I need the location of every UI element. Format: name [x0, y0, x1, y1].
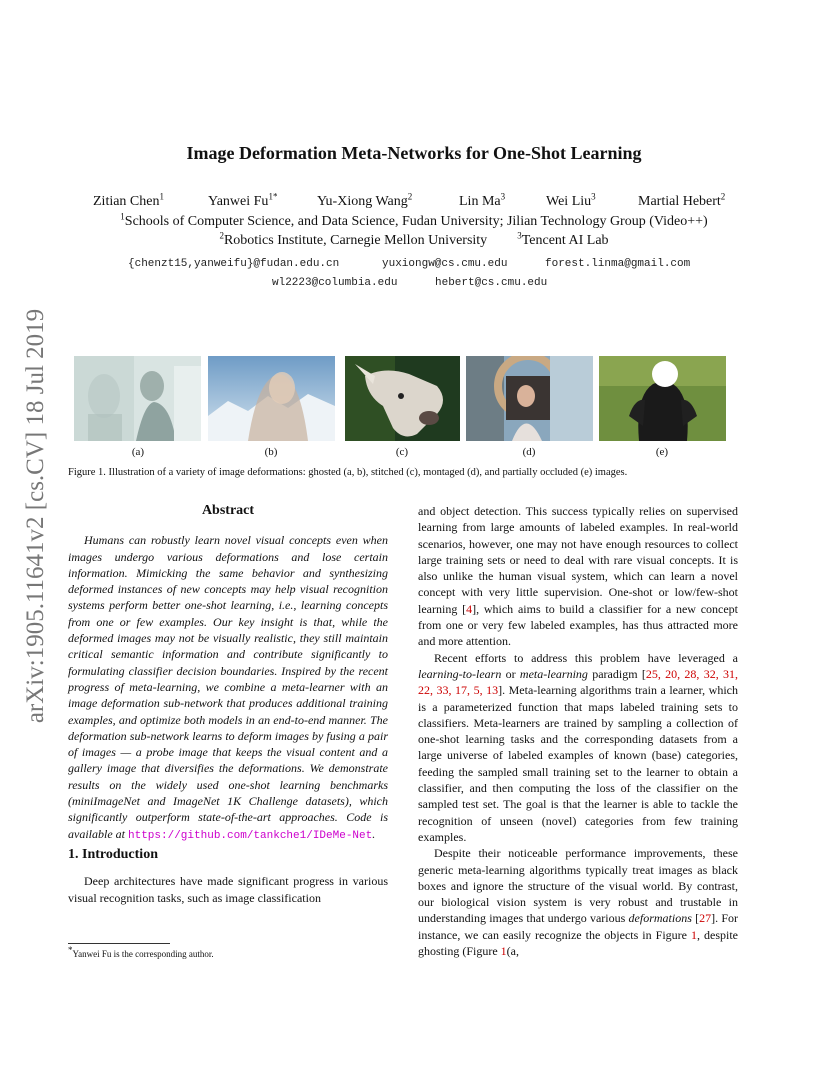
figure-1a-ghosted-image: [74, 356, 201, 441]
citation-link[interactable]: 27: [699, 911, 712, 926]
figure-1e-occluded-image: [599, 356, 726, 441]
author-2: Yanwei $Fu^{1*}$: [208, 191, 278, 209]
right-paragraph-1: and object detection. This success typically relies on supervised learning from large amounts of labeled examples. In real-world scenarios, however, one may not have enough resources to collect large training sets or need to deal with rare visual concepts. It is also unlike the human visual system, which can learn a novel concept with very little supervision. One-shot or low/few-shot learning [4], which aims to build a classifier for a new concept from one or very few labeled examples, has thus attracted more and more attention.: [418, 504, 739, 649]
footnote: *Yanwei Fu is the corresponding author.: [68, 945, 214, 959]
subfigure-label-b: (b): [264, 446, 278, 458]
author-4: Lin Ma$^3$: [459, 191, 506, 209]
subfigure-label-d: (d): [522, 446, 536, 458]
subfigure-label-c: (c): [395, 446, 409, 458]
citation-link[interactable]: 4: [466, 601, 473, 616]
author-3: Yu-Xiong Wang$^2$: [317, 191, 413, 209]
arxiv-identifier: arXiv:1905.11641v2 [cs.CV] 18 Jul 2019: [22, 308, 49, 724]
affiliation-line-2: $^2$Robotics Institute, Carnegie Mellon University $^3$Tencent AI Lab: [219, 230, 609, 248]
citation-links[interactable]: 25, 20, 28, 32, 31, 22, 33, 17, 5, 13: [418, 666, 739, 698]
subfigure-label-e: (e): [655, 446, 669, 458]
intro-paragraph: Deep architectures have made significant progress in various visual recognition tasks, such as image classification: [68, 874, 388, 905]
email-liu[interactable]: wl2223@columbia.edu: [272, 277, 398, 289]
right-paragraph-3: Despite their noticeable performance improvements, these generic meta-learning algorithms typically treat images as black boxes and ignore the structure of the visual world. By contrast, our biological vision system is very robust and trustable in understanding images that undergo various deformations [27]. For instance, we can easily recognize the objects in Figure 1, despite ghosting (Figure 1(a,: [418, 846, 739, 959]
right-paragraph-2: Recent efforts to address this problem have leveraged a learning-to-learn or meta-learning paradigm [25, 20, 28, 32, 31, 22, 33, 17, 5, 13]. Meta-learning algorithms train a learner, which is a parameterized function that maps labeled training sets to classifiers. Meta-learners are trained by sampling a collection of one-shot learning tasks and the corresponding datasets from a large universe of labeled examples of known (base) categories, feeding the sampled small training set to the learner to obtain a classifier, and then computing the loss of the classifier on the sampled test set. The goal is that the learner is able to tackle the recognition of unseen (novel) categories from few training examples.: [418, 650, 739, 844]
figure-ref-link[interactable]: 1: [691, 927, 697, 942]
affiliation-line-1: $^1$Schools of Computer Science, and Data Science, Fudan University; Jilian Technology Group (Video++): [120, 211, 708, 229]
email-fudan[interactable]: {chenzt15,yanweifu}@fudan.edu.cn: [128, 258, 340, 270]
figure-caption: Figure 1. Illustration of a variety of image deformations: ghosted (a, b), stitched (c), montaged (d), and partially occluded (e) images.: [68, 467, 628, 478]
footnote-rule: [68, 943, 170, 944]
right-column: [418, 503, 738, 959]
left-column: [68, 503, 388, 906]
author-6: Martial Hebert$^2$: [638, 191, 726, 209]
subfigure-label-a: (a): [131, 446, 145, 458]
author-5: Wei Liu$^3$: [546, 191, 596, 209]
code-link[interactable]: https://github.com/tankche1/IDeMe-Net: [128, 829, 373, 842]
email-hebert[interactable]: hebert@cs.cmu.edu: [435, 277, 548, 289]
email-cmu-wang[interactable]: yuxiongw@cs.cmu.edu: [382, 258, 508, 270]
abstract-heading: Abstract: [201, 503, 255, 518]
figure-ref-link[interactable]: 1: [500, 944, 507, 959]
paper-title: Image Deformation Meta-Networks for One-Shot Learning: [186, 143, 642, 163]
author-1: Zitian Chen$^1$: [93, 191, 164, 209]
email-ma[interactable]: forest.linma@gmail.com: [545, 258, 691, 270]
figure-1c-stitched-image: [345, 356, 460, 441]
abstract-body: Humans can robustly learn novel visual concepts even when images undergo various deformations and lose certain information. Mimicking the same behavior and synthesizing deformed instances of new concepts may help visual recognition systems perform better one-shot learning, i.e., learning concepts from one or few examples. Our key insight is that, while the deformed images may not be visually realistic, they still maintain critical semantic information and contribute significantly to formulating classifier decision boundaries. Inspired by the recent progress of meta-learning, we combine a meta-learner with an image deformation sub-network that produces additional training examples, and optimize both models in an end-to-end manner. The deformation sub-network learns to deform images by fusing a pair of images — a probe image that keeps the visual content and a gallery image that diversifies the deformations. We demonstrate results on the widely used one-shot learning benchmarks (miniImageNet and ImageNet 1K Challenge datasets), which significantly outperform state-of-the-art approaches. Code is available at https://github.com/tankche1/IDeMe-Net.: [68, 533, 388, 842]
introduction-heading: 1. Introduction: [68, 846, 158, 862]
figure-1b-ghosted-image: [208, 356, 335, 441]
figure-1d-montaged-image: [466, 356, 593, 441]
